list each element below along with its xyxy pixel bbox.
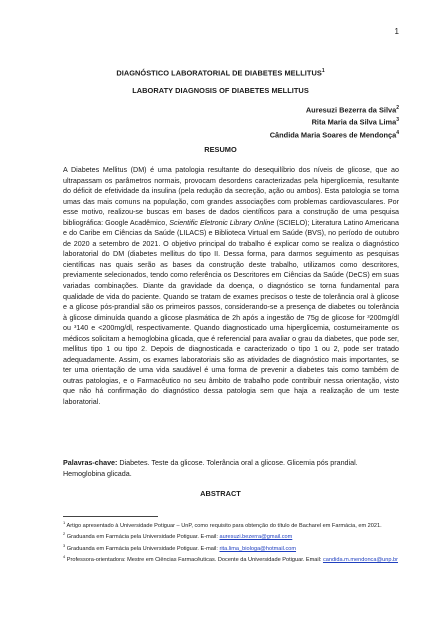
author <box>270 115 399 127</box>
footnote-text: Graduanda em Farmácia pela Universidade Potiguar. E-mail: <box>65 545 220 552</box>
author-name: Rita Maria da Silva Lima <box>311 117 397 127</box>
title-english: LABORATY DIAGNOSIS OF DIABETES MELLITUS <box>132 86 309 95</box>
footnote-number: 2 <box>63 531 66 537</box>
footnote-4 <box>63 553 403 564</box>
author <box>270 103 399 115</box>
email-link[interactable]: rita.lima_biologa@hotmail.com <box>219 545 297 552</box>
keywords <box>63 458 399 479</box>
author <box>270 128 399 140</box>
resumo-heading: RESUMO <box>204 145 237 154</box>
author-list <box>270 103 399 140</box>
footnote-number: 1 <box>63 520 66 525</box>
page-number: 1 <box>394 27 399 36</box>
keywords-label: Palavras-chave: <box>63 459 118 467</box>
keywords-text: Diabetes. Teste da glicose. Tolerância oral a glicose. Glicemia pós prandial. Hemoglobina glicada. <box>63 459 358 478</box>
resumo-text-part1: A Diabetes Mellitus (DM) é uma patologia resultante do desequilíbrio dos níveis de glicose, que ao ultrapassam os parâmetros normais, provocam desordens caracterizadas pela hiperglicemia, resultante do déficit de efetividade da insulina (pela redução da secreção, ação ou ambos). Esta patologia se torna umas das mais comuns na população, com grandes associações com problemas cardiovasculares. Por esse motivo, realizou-se buscas em bases de dados científicos para a construção de uma pesquisa bibliográfica: Google Acadêmico, <box>63 166 399 227</box>
title-portuguese <box>0 68 441 77</box>
author-note: 3 <box>396 117 399 124</box>
resumo-text-part2: (SCIELO); Literatura Latino Americana e do Caribe em Ciências da Saúde (LILACS) e Biblioteca Virtual em Saúde (BVS), no período de outubro de 2020 a setembro de 2021. O objetivo principal do trabalho é explicar como se realiza o diagnóstico laboratorial do DM (diabetes mellitus do tipo II. Dessa forma, para darmos seguimento as pesquisas científicas nas quais serão as bases da construção deste trabalho, utilizamos como descritores, previamente selecionados, tendo como referência os Descritores em Ciências da Saúde (DeCS) em suas variadas combinações. Diante da gravidade da doença, o diagnóstico se torna fundamental para qualidade de vida do paciente. Quando se tratam de exames precisos o teste de tolerância oral à glicose e a glicose pós-prandial são os primeiros passos, considerando-se a presença de diabetes ou tolerância à glicose diminuída quando a glicose plasmática de 2h após a ingestão de 75g de glicose for ³200mg/dl ou ³140 e <200mg/dl, respectivamente. Quando diagnosticado uma hiperglicemia, costumeiramente os médicos solicitam a hemoglobina glicada, que é referencial para avaliar o grau da diabetes, que pode ser, mellitus tipo 1 ou tipo 2. Depois de diagnosticada e caracterizado o tipo 1 ou 2, pode ser tratado adequadamente. Assim, os exames laboratoriais são as atividades de diagnóstico mais importantes, se ter uma orientação de uma vida saudável é uma forma de prevenir a diabetes tais como também de outras patologias, e o Farmacêutico no seu âmbito de trabalho pode contribuir nessa orientação, visto que não há confirmação do diagnóstico dessa patologia sem que haja a realização de um teste laboratorial. <box>63 218 399 407</box>
footnote-text: Professora-orientadora: Mestre em Ciências Farmacêuticas. Docente da Universidade Potiguar. Email: <box>65 557 323 564</box>
footnote-divider <box>63 516 158 517</box>
footnote-text: Artigo apresentado à Universidade Potiguar – UnP, como requisito para obtenção do título de Bacharel em Farmácia, em 2021. <box>65 522 382 529</box>
email-link[interactable]: candida.m.mendonca@unp.br <box>322 557 399 564</box>
email-link[interactable]: auresuzi.bezerra@gmail.com <box>219 534 293 541</box>
footnote-number: 3 <box>63 542 66 548</box>
footnote-3 <box>63 542 403 553</box>
title-portuguese-text: DIAGNÓSTICO LABORATORIAL DE DIABETES MELLITUS <box>116 68 322 78</box>
footnote-2 <box>63 530 403 541</box>
author-note: 2 <box>396 105 399 111</box>
resumo-text-italic: Scientific Eletronic Library Online <box>169 218 275 227</box>
author-note: 4 <box>396 129 399 136</box>
author-name: Cândida Maria Soares de Mendonça <box>269 130 397 140</box>
footnotes <box>63 519 403 565</box>
title-footnote-marker: 1 <box>321 68 325 74</box>
footnote-1 <box>63 519 403 530</box>
abstract-heading: ABSTRACT <box>200 489 241 498</box>
footnote-text: Graduanda em Farmácia pela Universidade Potiguar. E-mail: <box>65 534 220 541</box>
resumo-body <box>63 165 399 408</box>
author-name: Auresuzi Bezerra da Silva <box>305 105 397 115</box>
footnote-number: 4 <box>63 554 66 560</box>
